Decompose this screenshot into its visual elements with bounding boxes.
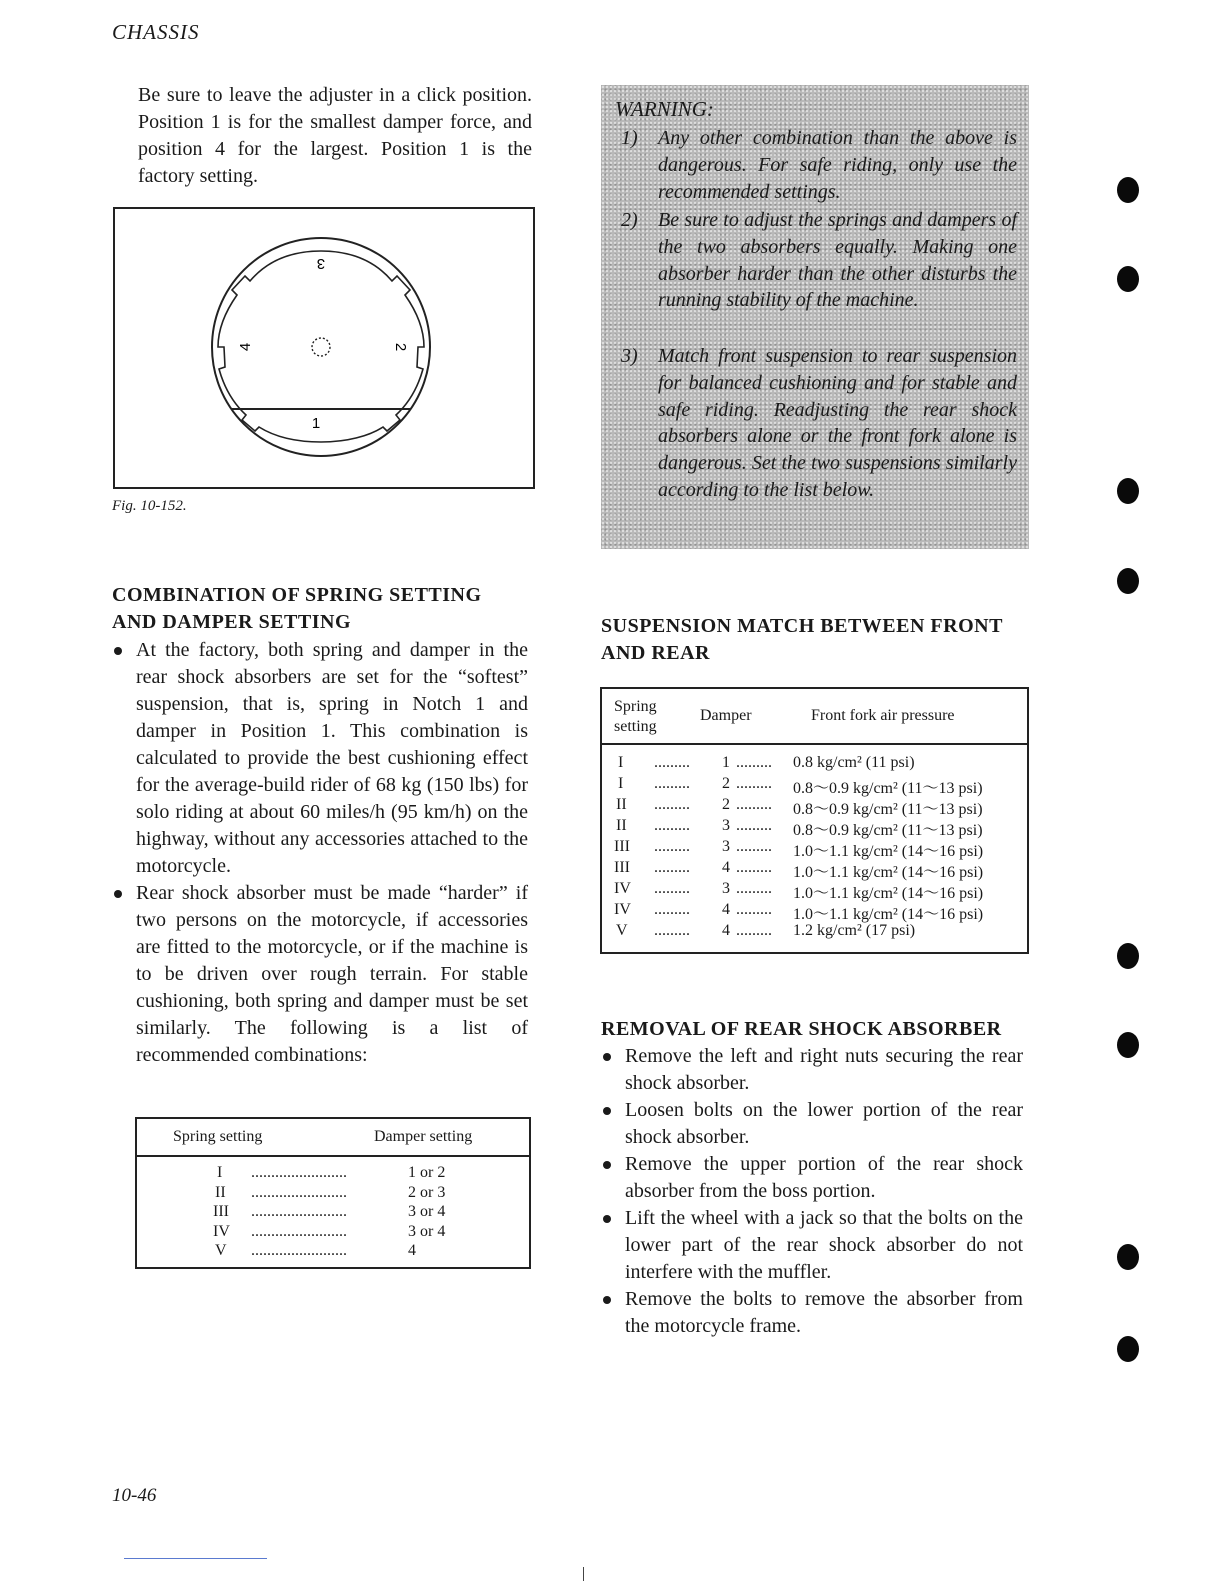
pressure-cell: 1.0～1.1 kg/cm² (14～16 psi) xyxy=(793,885,984,902)
damper-cell: 4 xyxy=(722,901,730,918)
spring-cell: IV xyxy=(213,1222,230,1240)
damper-cell: 2 xyxy=(722,775,730,792)
removal-bullets xyxy=(601,1043,1023,1340)
damper-cell: 4 xyxy=(408,1242,416,1259)
table-row xyxy=(137,1242,529,1262)
table-header xyxy=(602,689,1027,745)
leader-dots: ......... xyxy=(654,859,690,876)
binder-hole-mark xyxy=(1117,568,1139,594)
leader-dots: ......... xyxy=(654,922,690,939)
figure-caption: Fig. 10-152. xyxy=(112,498,187,514)
damper-cell: 1 xyxy=(722,754,730,771)
spring-cell: IV xyxy=(614,901,631,918)
bullet-icon xyxy=(114,647,122,655)
bullet-text: Remove the bolts to remove the absorber from the motorcycle frame. xyxy=(625,1288,1023,1337)
binder-hole-mark xyxy=(1117,266,1139,292)
col-spring-setting: Spring setting xyxy=(173,1128,263,1145)
figure-frame xyxy=(113,207,535,489)
warning-item xyxy=(621,125,1017,205)
pressure-cell: 1.0～1.1 kg/cm² (14～16 psi) xyxy=(793,906,984,923)
col-damper-setting: Damper setting xyxy=(374,1128,473,1145)
table-row xyxy=(137,1203,529,1223)
damper-cell: 4 xyxy=(722,922,730,939)
suspension-heading xyxy=(601,613,1003,667)
spring-cell: II xyxy=(616,796,627,813)
pressure-cell: 1.0～1.1 kg/cm² (14～16 psi) xyxy=(793,843,984,860)
leader-dots: ......... xyxy=(736,796,772,813)
warning-item xyxy=(621,343,1017,504)
warning-item-number: 2) xyxy=(621,209,638,231)
leader-dots: ........................ xyxy=(251,1183,347,1201)
spring-cell: II xyxy=(616,817,627,834)
binder-hole-mark xyxy=(1117,478,1139,504)
bullet-text: Remove the upper portion of the rear shock absorber from the boss portion. xyxy=(625,1153,1023,1202)
position-3-label: 3 xyxy=(316,255,326,272)
spring-cell: II xyxy=(215,1183,226,1201)
leader-dots: ........................ xyxy=(251,1164,347,1181)
pressure-cell: 1.0～1.1 kg/cm² (14～16 psi) xyxy=(793,864,984,881)
warning-title: WARNING: xyxy=(615,97,714,121)
table-row xyxy=(137,1223,529,1243)
leader-dots: ......... xyxy=(736,838,772,855)
warning-item-text: Match front suspension to rear suspension for balanced cushioning and for stable and safe riding. Readjusting the rear shock absorbers alone or the front fork alone is dangerous. Set the two suspensions similarly according to the list below. xyxy=(658,345,1017,501)
col-damper: Damper xyxy=(700,707,752,724)
spring-cell: I xyxy=(217,1164,223,1181)
combination-heading-line2: AND DAMPER SETTING xyxy=(112,611,352,633)
pressure-cell: 0.8 kg/cm² (11 psi) xyxy=(793,754,915,771)
damper-cell: 2 xyxy=(722,796,730,813)
center-tick-mark xyxy=(583,1567,584,1581)
table-header xyxy=(137,1119,529,1157)
footer-rule xyxy=(124,1558,267,1559)
leader-dots: ......... xyxy=(736,817,772,834)
combination-bullets xyxy=(112,637,528,1069)
intro-paragraph: Be sure to leave the adjuster in a click position. Position 1 is for the smallest damper force, and position 4 for the largest. Position 1 is the factory setting. xyxy=(138,84,532,187)
damper-cell: 3 or 4 xyxy=(408,1222,446,1240)
table-row xyxy=(602,859,1027,880)
leader-dots: ......... xyxy=(736,859,772,876)
spring-cell: III xyxy=(614,838,630,855)
page-number: 10-46 xyxy=(112,1485,157,1506)
pressure-cell: 0.8～0.9 kg/cm² (11～13 psi) xyxy=(793,822,983,839)
bullet-text: Loosen bolts on the lower portion of the rear shock absorber. xyxy=(625,1099,1023,1148)
col-spring-line2: setting xyxy=(614,718,657,735)
list-item xyxy=(112,880,528,1069)
table-row xyxy=(137,1184,529,1204)
table-row xyxy=(602,838,1027,859)
spring-cell: III xyxy=(614,859,630,876)
binder-hole-mark xyxy=(1117,1032,1139,1058)
page-header: CHASSIS xyxy=(112,20,200,44)
spring-cell: V xyxy=(616,922,628,939)
binder-hole-mark xyxy=(1117,1336,1139,1362)
damper-cell: 3 xyxy=(722,880,730,897)
leader-dots: ........................ xyxy=(251,1222,347,1240)
position-2-label: 2 xyxy=(392,342,409,352)
table-row xyxy=(602,880,1027,901)
spring-cell: I xyxy=(618,754,624,771)
binder-hole-mark xyxy=(1117,1244,1139,1270)
leader-dots: ......... xyxy=(654,880,690,897)
bullet-text: At the factory, both spring and damper in the rear shock absorbers are set for the “softest” suspension, that is, spring in Notch 1 and damper in Position 1. This combination is calculated to provide the best cushioning effect for the average-build rider of 68 kg (150 lbs) for solo riding at about 60 miles/h (95 km/h) on the highway, without any accessories attached to the motorcycle. xyxy=(136,639,528,877)
bullet-icon xyxy=(603,1296,611,1304)
damper-cell: 3 or 4 xyxy=(408,1203,446,1220)
suspension-match-table xyxy=(600,687,1029,954)
damper-adjuster-diagram xyxy=(115,209,533,487)
spring-cell: III xyxy=(213,1203,229,1220)
damper-cell: 1 or 2 xyxy=(408,1164,446,1181)
binder-hole-mark xyxy=(1117,943,1139,969)
leader-dots: ........................ xyxy=(251,1203,347,1220)
spring-cell: V xyxy=(215,1242,227,1259)
damper-cell: 3 xyxy=(722,838,730,855)
leader-dots: ......... xyxy=(736,901,772,918)
table-row xyxy=(602,901,1027,922)
table-row xyxy=(602,817,1027,838)
table-row xyxy=(602,775,1027,796)
table-row xyxy=(137,1164,529,1184)
pressure-cell: 1.2 kg/cm² (17 psi) xyxy=(793,922,916,939)
damper-cell: 2 or 3 xyxy=(408,1183,446,1201)
pressure-cell: 0.8～0.9 kg/cm² (11～13 psi) xyxy=(793,801,983,818)
table-row xyxy=(602,796,1027,817)
binder-hole-mark xyxy=(1117,177,1139,203)
removal-heading: REMOVAL OF REAR SHOCK ABSORBER xyxy=(601,1018,1002,1040)
warning-item-number: 1) xyxy=(621,127,638,149)
spring-cell: I xyxy=(618,775,624,792)
list-item xyxy=(601,1286,1023,1340)
warning-item-text: Any other combination than the above is dangerous. For safe riding, only use the recommended settings. xyxy=(658,127,1017,203)
bullet-icon xyxy=(603,1053,611,1061)
bullet-text: Remove the left and right nuts securing the rear shock absorber. xyxy=(625,1045,1023,1094)
col-spring-line1: Spring xyxy=(614,698,657,715)
suspension-heading-line2: AND REAR xyxy=(601,642,710,664)
center-pivot xyxy=(312,338,330,356)
combination-heading xyxy=(112,582,482,636)
list-item xyxy=(601,1205,1023,1286)
leader-dots: ......... xyxy=(654,901,690,918)
bullet-text: Rear shock absorber must be made “harder” if two persons on the motorcycle, if accessories are fitted to the motorcycle, or if the machine is to be driven over rough terrain. For stable cushioning, both spring and damper must be set similarly. The following is a list of recommended combinations: xyxy=(136,882,528,1066)
leader-dots: ......... xyxy=(654,754,690,771)
list-item xyxy=(601,1151,1023,1205)
col-front-fork-pressure: Front fork air pressure xyxy=(811,707,955,724)
position-4-label: 4 xyxy=(237,342,254,352)
leader-dots: ......... xyxy=(654,775,690,792)
warning-box xyxy=(601,85,1029,549)
bullet-icon xyxy=(603,1107,611,1115)
leader-dots: ......... xyxy=(654,796,690,813)
list-item xyxy=(112,637,528,880)
leader-dots: ........................ xyxy=(251,1242,347,1259)
table-row xyxy=(602,754,1027,775)
leader-dots: ......... xyxy=(736,754,772,771)
leader-dots: ......... xyxy=(654,838,690,855)
bullet-icon xyxy=(114,890,122,898)
combination-heading-line1: COMBINATION OF SPRING SETTING xyxy=(112,584,482,606)
list-item xyxy=(601,1097,1023,1151)
bullet-text: Lift the wheel with a jack so that the bolts on the lower part of the rear shock absorber do not interfere with the muffler. xyxy=(625,1207,1023,1283)
bullet-icon xyxy=(603,1161,611,1169)
damper-cell: 4 xyxy=(722,859,730,876)
bullet-icon xyxy=(603,1215,611,1223)
spring-cell: IV xyxy=(614,880,631,897)
leader-dots: ......... xyxy=(654,817,690,834)
col-spring-setting xyxy=(614,697,657,737)
leader-dots: ......... xyxy=(736,922,772,939)
suspension-heading-line1: SUSPENSION MATCH BETWEEN FRONT xyxy=(601,615,1003,637)
list-item xyxy=(601,1043,1023,1097)
warning-item xyxy=(621,207,1017,314)
table-row xyxy=(602,922,1027,943)
pressure-cell: 0.8～0.9 kg/cm² (11～13 psi) xyxy=(793,780,983,797)
warning-item-number: 3) xyxy=(621,345,638,367)
warning-item-text: Be sure to adjust the springs and dampers of the two absorbers equally. Making one absorber harder than the other disturbs the running stability of the machine. xyxy=(658,209,1017,312)
damper-cell: 3 xyxy=(722,817,730,834)
spring-damper-table xyxy=(135,1117,531,1269)
position-1-label: 1 xyxy=(311,415,321,432)
leader-dots: ......... xyxy=(736,775,772,792)
leader-dots: ......... xyxy=(736,880,772,897)
